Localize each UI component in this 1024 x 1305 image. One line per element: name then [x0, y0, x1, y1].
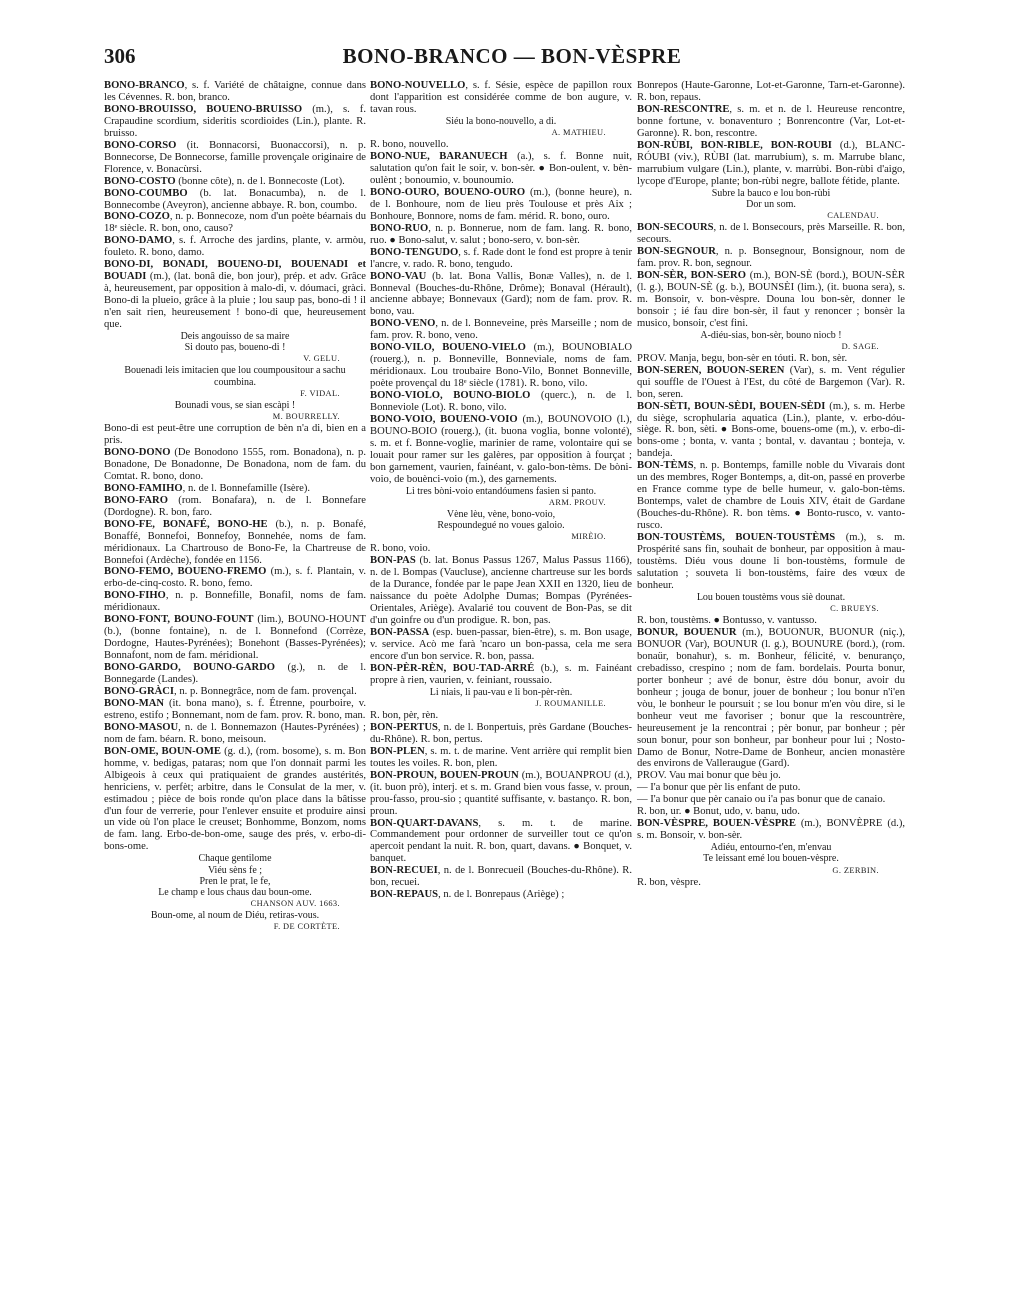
dictionary-entry [104, 686, 366, 698]
entry-definition: , n. p. Bonnerue, nom de fam. lang. R. bono, ruo. ● Bono-salut, v. salut ; bono-sero, v. bon-sèr. [370, 222, 632, 246]
dictionary-entry [370, 722, 632, 746]
entry-definition: — I'a bonur que pèr canaio ou i'a pas bonur que de canaio. [637, 794, 886, 806]
dictionary-entry [104, 495, 366, 519]
entry-headword: BON-PAS [370, 555, 416, 567]
citation-source: D. SAGE. [841, 341, 879, 351]
entry-definition: (m.), BOUANPROU (d.), (it. buon prò), interj. et s. m. Grand bien vous fasse, v. proun, prou-fasso, prou-sio ; quantité suffisante, v. bastanço. R. bon, proun. [370, 769, 632, 817]
dictionary-entry [104, 614, 366, 662]
dictionary-entry [637, 782, 905, 794]
dictionary-entry [104, 104, 366, 140]
entry-definition: (m.), s. f. Crapaudine scordium, sideritis scordioides (Lin.), plante. R. bruisso. [104, 103, 366, 139]
entry-headword: BON-PASSA [370, 626, 430, 638]
entry-definition: (b.), s. m. Fainéant propre à rien, vaurien, v. feiniant, roussaio. [370, 662, 632, 686]
page-number: 306 [104, 44, 136, 68]
dictionary-entry [370, 414, 632, 486]
dictionary-entry [637, 806, 905, 818]
entry-headword: BONO-DI, BONADI, BOUENO-DI, BOUENADI et BOUADI [104, 259, 366, 283]
dictionary-entry [104, 176, 366, 188]
entry-headword: BONO-MAN [104, 697, 165, 709]
entry-headword: BONO-BROUISSO, BOUENO-BRUISSO [104, 103, 303, 115]
entry-definition: R. bono, voio. [370, 543, 431, 555]
entry-definition: , n. de l. Bonnefamille (Isère). [182, 482, 311, 494]
entry-headword: BON-PLEN [370, 745, 425, 757]
entry-definition: , n. p. Bonnecoze, nom d'un poète béarnais du 18ᵉ siècle. R. bon, ono, causo? [104, 211, 366, 235]
entry-headword: BONO-NUE, BARANUECH [370, 151, 508, 163]
dictionary-entry [104, 698, 366, 722]
citation-quote: Adiéu, entourno-t'en, m'envau Te leissant emé lou bouen-vèspre. [703, 842, 839, 865]
entry-headword: BONO-RUO [370, 222, 429, 234]
dictionary-entry [370, 187, 632, 223]
entry-definition: (m.), s. m. Prospérité sans fin, souhait de bonheur, par opposition à mau-toustèms. Diéu vous doune li bon-toustèms, formule de salutation ; souveta li bon-toustèms, faire des vœux de bonheur. [637, 532, 906, 591]
dictionary-entry [637, 794, 905, 806]
entry-headword: BONO-BRANCO [104, 80, 185, 91]
dictionary-entry [637, 270, 905, 330]
dictionary-entry [104, 235, 366, 259]
entry-definition: R. bon, ur. ● Bonut, udo, v. banu, udo. [637, 806, 800, 818]
entry-definition: (lim.), BOUNO-HOUNT (b.), (bonne fontaine), n. de l. Bonnefond (Corrèze, Dordogne, Hautes-Pyrénées); Bonehont (Basses-Pyrénées); Bonnafont, nom de fam. méridional. [104, 614, 367, 662]
dictionary-entry [104, 80, 366, 104]
entry-headword: BON-RECUEI [370, 865, 438, 877]
dictionary-entry [370, 223, 632, 247]
entry-definition: (m.), s. f. Plantain, v. erbo-de-cinq-costo. R. bono, femo. [104, 566, 366, 590]
entry-headword: BONO-FIHO [104, 590, 166, 602]
entry-definition: (m.), BOUONUR, BUONUR (niç.), BONUOR (Var), BOUNUR (l. g.), BOUNURE (bord.), (rom. bonaür, bonahur), s. m. Bonheur, félicité, v. benuranço, crebadisso, crespino ; nom de fam. bordelais. Pourta bonur, porter bonheur ; avé de bonur, èstre dóu bonur, avoir du bonheur ; jouga de bonur, jouer de bonheur ; lou bonur n'i'en vòu, le bonheur le poursuit ; se lou bonur m'en vòu dire, si le bonheur veut me favoriser ; bonur que la rescountrère, heureusement je la rencontrai ; pèr bonur, par bonheur ; pèr soun bonur, pour son bonheur, par bonheur pour lui ; Nosto-Damo de Bonur, Notre-Dame de Bonheur, ancien monastère des environs de Valleraugue (Gard). [637, 626, 906, 770]
entry-headword: BONO-CORSO [104, 139, 177, 151]
entry-definition: (m.), BOUNOBIALO (rouerg.), n. p. Bonneville, Bonneviale, noms de fam. méridionaux. Lou troubaire Bono-Vilo, Bonnet Bonneville, poète provençal du 18ᵉ siècle (1781). R. bono, vilo. [370, 342, 632, 390]
entry-headword: BON-TOUSTÈMS, BOUEN-TOUSTÈMS [637, 532, 836, 544]
dictionary-entry [370, 889, 632, 901]
entry-headword: BONO-COZO [104, 211, 170, 223]
entry-definition: (bonne côte), n. de l. Bonnecoste (Lot). [175, 175, 345, 187]
entry-definition: (b.), n. p. Bonafé, Bonaffé, Bonnefoi, Bonnefoy, Bonnehée, noms de fam. méridionaux. La Chartrouso de Bono-Fe, la Chartreuse de Bonnefoi (Ardèche), fondée en 1156. [104, 518, 366, 566]
entry-definition: R. bon, pèr, rèn. [370, 709, 439, 721]
entry-headword: BON-SEREN, BOUON-SEREN [637, 364, 785, 376]
entry-headword: BONO-NOUVELLO [370, 80, 466, 91]
entry-headword: BONO-VOIO, BOUENO-VOIO [370, 413, 518, 425]
column-middle [370, 80, 632, 901]
citation-source: G. ZERBIN. [832, 865, 879, 875]
dictionary-entry [104, 140, 366, 176]
dictionary-entry [637, 365, 905, 401]
entry-definition: Bonrepos (Haute-Garonne, Lot-et-Garonne, Tarn-et-Garonne). R. bon, repaus. [637, 80, 905, 103]
entry-definition: (Var), s. m. Vent régulier qui souffle de l'Ouest à l'Est, du côté de Bargemon (Var). R. bon, seren. [637, 364, 906, 400]
dictionary-entry [370, 271, 632, 319]
entry-headword: BONO-FE, BONAFÉ, BONO-HE [104, 518, 268, 530]
dictionary-entry [370, 710, 632, 722]
entry-headword: BONO-FEMO, BOUENO-FREMO [104, 566, 267, 578]
dictionary-entry [104, 519, 366, 567]
entry-headword: BON-SÈTI, BOUN-SÈDI, BOUEN-SÈDI [637, 400, 826, 412]
dictionary-entry [104, 746, 366, 854]
entry-headword: BONO-FONT, BOUNO-FOUNT [104, 614, 254, 626]
dictionary-entry [637, 615, 905, 627]
dictionary-entry [370, 770, 632, 818]
page-header [0, 44, 1024, 74]
citation-source: M. BOURRELLY. [272, 412, 340, 422]
entry-definition: PROV. Vau mai bonur que bèu jo. [637, 770, 781, 782]
dictionary-entry [637, 80, 905, 104]
dictionary-entry [104, 423, 366, 447]
entry-headword: BONO-FAMIHO [104, 482, 183, 494]
entry-definition: , s. f. Variété de châtaigne, connue dans les Cévennes. R. bon, branco. [104, 80, 366, 103]
citation-quote: Lou bouen toustèms vous siè dounat. [696, 591, 846, 603]
entry-definition: , n. de l. Bonneveine, près Marseille ; nom de fam. prov. R. bono, veno. [370, 318, 632, 342]
entry-headword: BON-VÈSPRE, BOUEN-VÈSPRE [637, 818, 796, 830]
dictionary-entry [637, 627, 905, 770]
dictionary-entry [637, 818, 905, 842]
entry-headword: BON-SEGNOUR [637, 245, 716, 257]
dictionary-entry [370, 247, 632, 271]
dictionary-entry [370, 139, 632, 151]
entry-headword: BON-TÈMS [637, 460, 694, 472]
entry-definition: (g. d.), (rom. bosome), s. m. Bon homme, v. bedigas, pataras; nom que l'on donnait parmi les Albigeois à ceux qui pratiquaient de grandes austérités, henriciens, v. perfèt; arbitre, dans le Consulat de la mer, v. estimadou ; pièce de bois ronde qu'on place dans la bâtisse d'un four de verrerie, pour l'enlever ensuite et produire ainsi un vide où l'on place le creuset; Bonhomme, Bonzom, noms de fam. lang. Erbo-de-bon-ome, sauge des prés, v. erbo-di-bons-ome. [104, 745, 366, 853]
dictionary-entry [104, 722, 366, 746]
dictionary-entry [637, 532, 905, 592]
dictionary-entry [370, 627, 632, 663]
dictionary-entry [370, 342, 632, 390]
dictionary-entry [370, 746, 632, 770]
entry-definition: , s. m. et n. de l. Heureuse rencontre, bonne fortune, v. bonaventuro ; Bonrencontre (Var, Lot-et-Garonne). R. bon, rescontre. [637, 103, 905, 139]
entry-headword: BON-REPAUS [370, 889, 439, 901]
dictionary-entry [370, 543, 632, 555]
dictionary-entry [104, 447, 366, 483]
column-left [104, 80, 366, 933]
entry-definition: (m.), BON-SÈ (bord.), BOUN-SÈR (l. g.), BOUN-SÈ (g. b.), BOUNSÈI (lim.), (it. buona sera), s. m. Bonsoir, v. bon-vèspre. Douna lou bon-sèr, donner le bonsoir ; ié fau dire bon-sèr, il faut y renoncer ; bonsèr la musico, bonsoir, c'est fini. [637, 269, 905, 329]
entry-definition: Bono-di est peut-être une corruption de bèn n'a di, bien en a pris. [104, 423, 366, 446]
dictionary-entry [104, 211, 366, 235]
entry-headword: BONO-TENGUDO [370, 246, 459, 258]
entry-definition: R. bon, toustèms. ● Bontusso, v. vantusso. [637, 615, 817, 627]
citation-quote: Siéu la bono-nouvello, a di. [445, 115, 557, 127]
entry-headword: BONO-FARO [104, 494, 168, 506]
entry-headword: BONO-DONO [104, 446, 171, 458]
entry-definition: (querc.), n. de l. Bonneviole (Lot). R. bono, vilo. [370, 390, 632, 414]
entry-headword: BONO-VIOLO, BOUNO-BIOLO [370, 390, 531, 402]
entry-headword: BON-PROUN, BOUEN-PROUN [370, 769, 519, 781]
entry-definition: , s. f. Rade dont le fond est propre à tenir l'ancre, v. rado. R. bono, tengudo. [370, 246, 632, 270]
dictionary-entry [370, 865, 632, 889]
entry-headword: BONO-VAU [370, 270, 427, 282]
dictionary-entry [104, 259, 366, 331]
citation-source: C. BRUEYS. [830, 604, 879, 614]
citation-quote: Li niais, li pau-vau e li bon-pèr-rèn. [429, 686, 573, 698]
dictionary-entry [637, 246, 905, 270]
entry-definition: , n. p. Bonnefille, Bonafil, noms de fam. méridionaux. [104, 590, 366, 614]
dictionary-entry [370, 80, 632, 116]
entry-definition: R. bono, nouvello. [370, 139, 449, 151]
entry-definition: PROV. Manja, begu, bon-sèr en tóuti. R. bon, sèr. [637, 352, 848, 364]
citation-source: F. DE CORTÈTE. [273, 922, 340, 932]
entry-headword: BON-PERTUS [370, 721, 438, 733]
entry-headword: BONO-DAMO [104, 235, 173, 247]
entry-definition: , n. p. Bonnegrâce, nom de fam. provençal. [174, 686, 357, 697]
entry-definition: , n. de l. Bonnemazon (Hautes-Pyrénées) ; nom de fam. béarn. R. bono, meisoun. [104, 721, 366, 745]
entry-definition: (g.), n. de l. Bonnegarde (Landes). [104, 662, 367, 686]
entry-definition: (m.), BONVÈPRE (d.), s. m. Bonsoir, v. bon-sèr. [637, 818, 905, 842]
entry-headword: BON-OME, BOUN-OME [104, 745, 221, 757]
entry-definition: (De Bonodono 1555, rom. Bonadona), n. p. Bonadone, De Bonadonne, De Bonadona, nom de fam. du Comtat. R. bono, dono. [104, 446, 366, 482]
dictionary-entry [637, 222, 905, 246]
citation-quote: Bouenadi leis imitacien que lou coumpousitour a sachu coumbina. [124, 365, 346, 388]
entry-definition: , s. f. Sésie, espèce de papillon roux dont l'apparition est considérée comme de bon augure, v. tavan rous. [370, 80, 632, 115]
entry-headword: BONO-GRÀCI [104, 686, 175, 697]
dictionary-entry [637, 877, 905, 889]
citation-source: A. MATHIEU. [551, 128, 606, 138]
entry-definition: , n. p. Bonsegnour, Bonsignour, nom de fam. prov. R. bon, segnour. [637, 245, 905, 269]
citation-quote: Boun-ome, al noum de Diéu, retiras-vous. [150, 910, 320, 922]
entry-definition: , n. de l. Bonsecours, près Marseille. R. bon, secours. [637, 221, 905, 245]
dictionary-entry [370, 818, 632, 866]
entry-definition: , n. de l. Bonrepaus (Ariège) ; [438, 889, 565, 901]
dictionary-entry [637, 460, 905, 532]
entry-headword: BONO-VENO [370, 318, 436, 330]
citation-source: CALENDAU. [827, 210, 879, 220]
citation-quote: Bounadi vous, se sian escàpi ! [174, 399, 296, 411]
dictionary-entry [370, 318, 632, 342]
entry-definition: (b. lat. Bonacumba), n. de l. Bonnecombe (Aveyron), ancienne abbaye. R. bon, coumbo. [104, 187, 366, 211]
citation-source: V. GELU. [303, 354, 340, 364]
running-title: BONO-BRANCO — BON-VÈSPRE [342, 44, 682, 68]
entry-headword: BONUR, BOUENUR [637, 626, 737, 638]
dictionary-entry [104, 662, 366, 686]
entry-definition: , s. f. Arroche des jardins, plante, v. armòu, fouleto. R. bono, damo. [104, 235, 366, 259]
citation-source: ARM. PROUV. [548, 497, 606, 507]
dictionary-entry [637, 104, 905, 140]
citation-source: F. VIDAL. [300, 388, 340, 398]
entry-headword: BONO-VILO, BOUENO-VIELO [370, 342, 526, 354]
citation-quote: Subre la bauco e lou bon-rùbi Dor un som. [711, 187, 831, 210]
dictionary-entry [637, 140, 905, 188]
citation-source: CHANSON AUV. 1663. [250, 899, 340, 909]
dictionary-entry [104, 483, 366, 495]
entry-definition: , n. de l. Bonpertuis, près Gardane (Bouches-du-Rhône). R. bon, pertus. [370, 721, 632, 745]
dictionary-entry [370, 390, 632, 414]
citation-source: MIRÈIO. [571, 532, 606, 542]
citation-source: J. ROUMANILLE. [535, 698, 606, 708]
entry-definition: (rom. Bonafara), n. de l. Bonnefare (Dordogne). R. bon, faro. [104, 494, 366, 518]
dictionary-entry [637, 401, 905, 461]
entry-definition: , s. m. t. de marine. Commandement pour ordonner de surveiller tout ce qu'on apercoit pendant la nuit. R. bon, quart, davans. ● Bonquet, v. banquet. [370, 817, 632, 865]
dictionary-entry [637, 353, 905, 365]
entry-definition: (a.), s. f. Bonne nuit, salutation qu'on fait le soir, v. bon-sèr. ● Bon-oulent, v. bèn-oulènt ; bonoumio, v. bounoumio. [370, 151, 632, 186]
citation-quote: Li tres bòni-voio entandóumens fasien si panto. [405, 485, 597, 497]
entry-headword: BONO-GARDO, BOUNO-GARDO [104, 662, 276, 674]
entry-headword: BON-RESCONTRE [637, 103, 730, 115]
entry-definition: (m.), s. m. Herbe du siège, scrophularia aquatica (Lin.), plante, v. erbo-dóu-siège. R. bon, sèti. ● Bons-ome, bouens-ome (m.), v. erbo-di-bons-ome ; bonta, v. vanta ; bontal, v. davantau ; bonteja, v. bandeja. [637, 400, 905, 460]
dictionary-entry [104, 590, 366, 614]
citation-quote: Chaque gentilome Viéu sèns fe ; Pren le prat, le fe, Le champ e lous chaus dau boun-ome. [158, 853, 312, 898]
column-right [637, 80, 905, 889]
entry-headword: BON-QUART-DAVANS [370, 817, 479, 829]
entry-definition: , n. p. Bontemps, famille noble du Vivarais dont un des membres, Roger Bontemps, a, dit-on, passé en proverbe en France comme type de belle humeur, v. galo-bon-tèms. Bontemps, valet de chambre de Louis XIV, était de Gardane (Bouches-du-Rhône). R. bon tèms. ● Bonto-rusco, v. vanto-rusco. [637, 460, 905, 532]
dictionary-entry [637, 770, 905, 782]
entry-definition: (m.), (bonne heure), n. de l. Bonhoure, nom de lieu près Toulouse et près Aix ; Bonhoure, Bonnore, noms de fam. mérid. R. bono, ouro. [370, 186, 632, 222]
dictionary-entry [104, 188, 366, 212]
entry-definition: (it. bona mano), s. f. Étrenne, pourboire, v. estreno, estifo ; Bonnemant, nom de fam. prov. R. bono, man. [104, 697, 366, 721]
citation-quote: Deis angouisso de sa maire Si douto pas, boueno-di ! [180, 331, 290, 354]
entry-definition: (esp. buen-passar, bien-être), s. m. Bon usage, v. service. Acò me farà 'ncaro un bon-passa, cela me sera encore d'un bon service. R. bon, passa. [370, 626, 632, 662]
entry-definition: , n. de l. Bonrecueil (Bouches-du-Rhône). R. bon, recuei. [370, 865, 632, 889]
entry-headword: BON-SÈR, BON-SERO [637, 269, 746, 281]
dictionary-entry [370, 555, 632, 627]
entry-definition: (b. lat. Bona Vallis, Bonæ Valles), n. de l. Bonneval (Bouches-du-Rhône, Drôme); Bonaval (Hérault), ancienne abbaye; Bonnevaux (Gard); nom de fam. prov. R. bono, vau. [370, 270, 632, 318]
entry-definition: (d.), BLANC-RÓUBI (viv.), RÙBI (lat. marrubium), s. m. Marrube blanc, marrubium vulgare (Lin.), plante, v. marrùbi. Bon-rùbi d'aigo, lycope d'Europe, plante; bon-rùbi negre, ballote fétide, plante. [637, 139, 905, 187]
entry-definition: , s. m. t. de marine. Vent arrière qui remplit bien toutes les voiles. R. bon, plen. [370, 745, 632, 769]
entry-headword: BONO-COSTO [104, 175, 176, 187]
entry-headword: BONO-OURO, BOUENO-OURO [370, 186, 526, 198]
entry-headword: BON-SECOURS [637, 221, 714, 233]
entry-definition: (it. Bonnacorsi, Buonaccorsi), n. p. Bonnecorse, De Bonnecorse, famille provençale originaire de Florence, v. Bonacùrsi. [104, 139, 366, 175]
entry-headword: BONO-MASOU [104, 721, 179, 733]
entry-definition: R. bon, vèspre. [637, 876, 701, 888]
entry-definition: (m.), (lat. bonâ die, bon jour), prép. et adv. Grâce à, heureusement, par opposition à malo-di, v. dóumaci, gràci. Bono-di la plueio, grâce à la pluie ; lou saup pas, bono-di ! il n'en sait rien, heureusement ! bono-di que, heureusement que. [104, 271, 366, 331]
citation-quote: Vène lèu, vène, bono-voio, Respoundegué no voues galoio. [437, 508, 565, 532]
entry-definition: (b. lat. Bonus Passus 1267, Malus Passus 1166), n. de l. Bompas (Vaucluse), ancienne chartreuse sur les bords de la Durance, fondée par le pape Jean XXII en 1320, lieu de naissance du poète Adolphe Dumas; Bompas (Pyrénées-Orientales, Ariège). Avalarié tou couvent de Bon-Pas, se dit d'un goinfre ou d'un prodigue. R. bon, pas. [370, 555, 632, 627]
entry-headword: BON-PÈR-RÈN, BOU-TAD-ARRÉ [370, 662, 535, 674]
dictionary-entry [370, 663, 632, 687]
entry-definition: — I'a bonur que pèr lis enfant de puto. [637, 782, 801, 794]
dictionary-entry [370, 151, 632, 187]
entry-headword: BON-RÙBI, BON-RIBLE, BON-ROUBI [637, 139, 832, 151]
entry-headword: BONO-COUMBO [104, 187, 188, 199]
dictionary-entry [104, 566, 366, 590]
citation-quote: A-diéu-sias, bon-sèr, bouno niocb ! [700, 329, 842, 341]
entry-definition: (m.), BOUNOVOIO (l.), BOUNO-BOIO (rouerg.), (it. buona voglia, bonne volonté), s. m. et f. Bonne-voglie, marinier de rame, volontaire qui se louait pour ramer sur les galères, par opposition à fourçat ; bon garnement, vaurien, fainéant, v. galo-bon-tèms. De bòni-voio, de bouènci-voio (m.), des garnements. [370, 413, 633, 485]
